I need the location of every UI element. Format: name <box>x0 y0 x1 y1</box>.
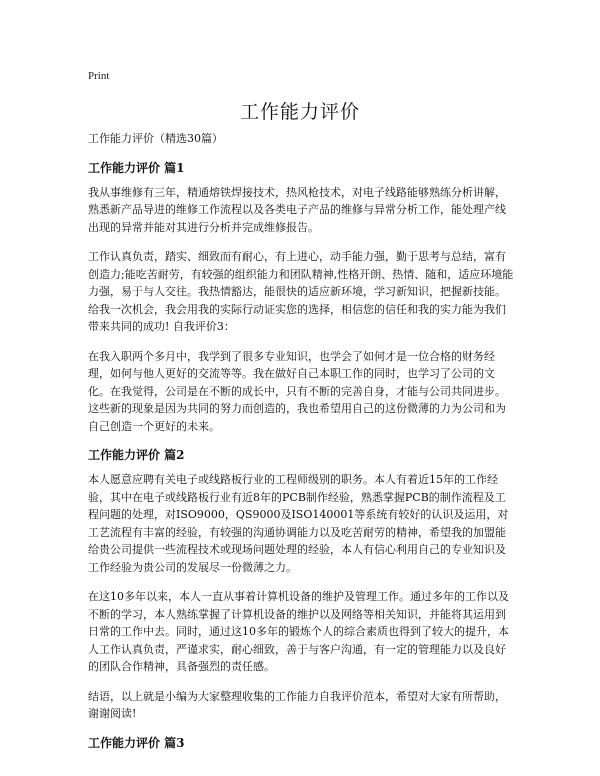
section-1-paragraph-1: 我从事维修有三年，精通熔铁焊接技术，热风枪技术，对电子线路能够熟练分析讲解，熟悉新产品导进的维修工作流程以及各类电子产品的维修与异常分析工作，能处理产线出现的异常并能对其进行分析并完成维修报告。 <box>88 185 506 234</box>
section-heading-1: 工作能力评价 篇1 <box>88 160 185 175</box>
section-2-paragraph-3: 结语，以上就是小编为大家整理收集的工作能力自我评价范本，希望对大家有所帮助，谢谢阅读! <box>88 689 506 720</box>
document-body <box>88 130 516 759</box>
section-2-paragraph-1: 本人愿意应聘有关电子或线路板行业的工程师级别的职务。本人有着近15年的工作经验，其中在电子或线路板行业有近8年的PCB制作经验，熟悉掌握PCB的制作流程及工程问题的处理，对ISO9000，QS9000及ISO140001等系统有较好的认识及运用，对工艺流程有丰富的经验，有较强的沟通协调能力以及吃苦耐劳的精神，希望我的加盟能给贵公司提供一些流程技术或现场问题处理的经验，本人有信心利用自己的专业知识及工作经验为贵公司的发展尽一份微薄之力。 <box>88 473 509 574</box>
section-2-paragraph-2: 在这10多年以来，本人一直从事着计算机设备的维护及管理工作。通过多年的工作以及不断的学习，本人熟练掌握了计算机设备的维护以及网络等相关知识，并能将其运用到日常的工作中去。同时，通过这10多年的锻炼个人的综合素质也得到了较大的提升，本人工作认真负责，严谨求实，耐心细致，善于与客户沟通，有一定的管理能力以及良好的团队合作精神，具备强烈的责任感。 <box>88 590 509 673</box>
section-heading-2: 工作能力评价 篇2 <box>88 448 185 462</box>
section-1-paragraph-2: 工作认真负责，踏实、细致而有耐心，有上进心，动手能力强，勤于思考与总结，富有创造力;能吃苦耐劳，有较强的组织能力和团队精神,性格开朗、热情、随和，适应环境能力强，易于与人交往。我热情豁达，能很快的适应新环境，学习新知识，把握新技能。给我一次机会，我会用我的实际行动证实您的选择，相信您的信任和我的实力能为我们带来共同的成功! 自我评价3： <box>88 250 514 333</box>
page-title: 工作能力评价 <box>239 101 360 123</box>
section-heading-3: 工作能力评价 篇3 <box>88 735 185 750</box>
print-label[interactable]: Print <box>88 70 110 82</box>
section-1-paragraph-3: 在我入职两个多月中，我学到了很多专业知识，也学会了如何才是一位合格的财务经理，如何与他人更好的交流等等。我在做好自己本职工作的同时，也学习了公司的文化。在我觉得，公司是在不断的成长中，只有不断的完善自身，才能与公司共同进步。这些新的现象是因为共同的努力而创造的，我也希望用自己的这份微薄的力为公司和为自己创造一个更好的未来。 <box>88 349 506 433</box>
document-subtitle: 工作能力评价（精选30篇） <box>88 132 223 145</box>
